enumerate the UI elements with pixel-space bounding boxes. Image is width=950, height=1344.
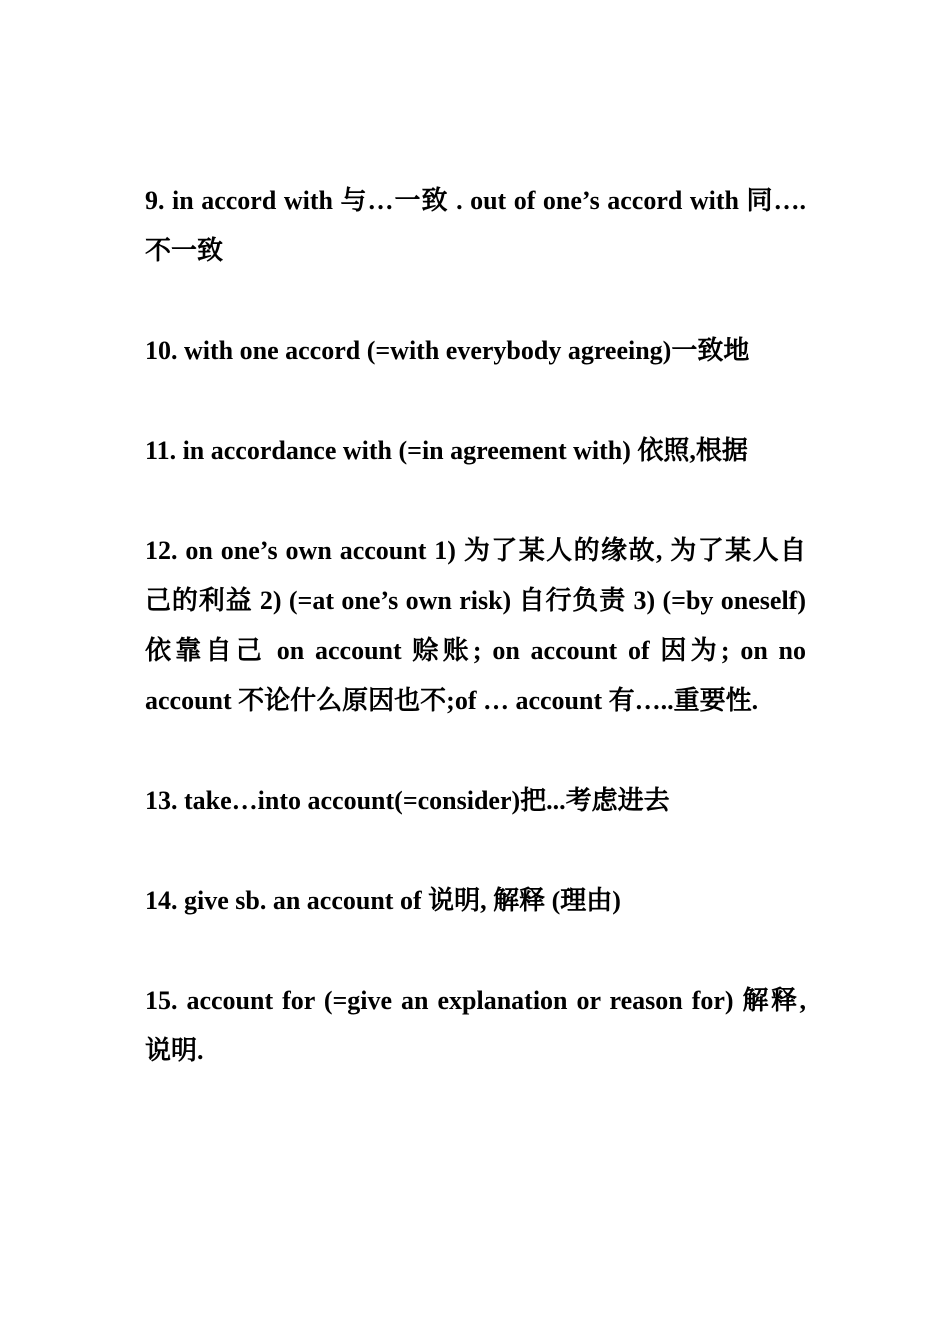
entry-15-account-for: 15. account for (=give an explanation or reason for) 解释, 说明. — [145, 986, 806, 1065]
entry-14-give-an-account-of: 14. give sb. an account of 说明, 解释 (理由) — [145, 886, 621, 915]
entry-11-in-accordance-with: 11. in accordance with (=in agreement with) 依照,根据 — [145, 436, 748, 465]
entry-9-in-accord-with: 9. in accord with 与…一致 . out of one’s accord with 同….不一致 — [145, 186, 806, 265]
entry-10-with-one-accord: 10. with one accord (=with everybody agreeing)一致地 — [145, 336, 750, 365]
document-page — [145, 176, 806, 1126]
entry-13-take-into-account: 13. take…into account(=consider)把...考虑进去 — [145, 786, 670, 815]
entry-12-on-ones-own-account: 12. on one’s own account 1) 为了某人的缘故, 为了某人自己的利益 2) (=at one’s own risk) 自行负责 3) (=by oneself)依靠自己 on account 赊账; on account of 因为; on no account 不论什么原因也不;of … account 有…..重要性. — [145, 536, 806, 715]
